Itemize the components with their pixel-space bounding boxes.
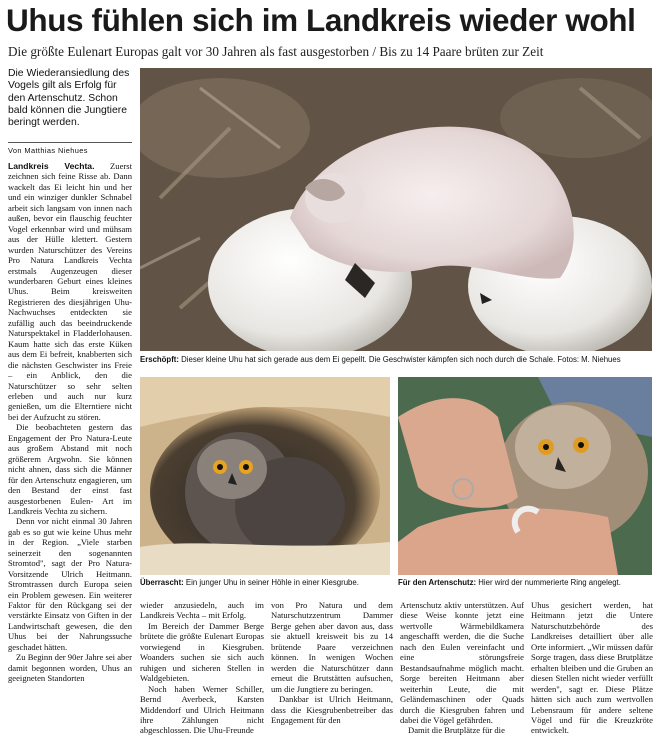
article-column-5: Uhus gesichert werden, hat Heitmann jetzt die Untere Naturschutzbehörde des Landkreises detailliert über alle Orte informiert. „Wir müssen dafür Sorge tragen, dass diese Brutplätze erhalten bleiben und die Gruben an diesen Stellen nicht wieder verfüllt werden", sagt er. Diese Plätze hätten sich auch zum wertvollen Lebensraum für andere seltene Vögel und für die Kreuzkröte entwickelt. — [531, 600, 653, 736]
article-column-4: Artenschutz aktiv unterstützen. Auf diese Weise konnte jetzt eine wertvolle Wärmebildkamera angeschafft werden, die die Suche nach den Eulen vereinfacht und eine störungsfreie Bestandsaufnahme möglich macht. Sorge bereiten Heitmann aber weiterhin Leute, die mit Geländemaschinen oder Quads durch die Kiesgruben fahren und dabei die Vögel gefährden. Damit die Brutplätze für die — [400, 600, 524, 736]
caption-right: Für den Artenschutz: Hier wird der nummerierte Ring angelegt. — [398, 578, 621, 587]
teaser: Die Wiederansiedlung des Vogels gilt als Erfolg für den Artenschutz. Schon bald können die Jungtiere beringt werden. — [8, 68, 130, 129]
article-column-3: von Pro Natura und dem Naturschutzzentrum Dammer Berge gehen aber davon aus, dass sie aktuell kreisweit bis zu 14 brütende Paare verzeichnen können. In wenigen Wochen werden die Naturschützer dann erneut die Brutstätten aufsuchen, um die Jungtiere zu beringen. Dankbar ist Ulrich Heitmann, dass die Kiesgrubenbetreiber das Engagement für den — [271, 600, 393, 725]
headline: Uhus fühlen sich im Landkreis wieder wohl — [6, 2, 636, 38]
photo-owl-in-burrow — [140, 377, 390, 575]
article-column-1: Landkreis Vechta. Zuerst zeichnen sich feine Risse ab. Dann wackelt das Ei leicht hin und her und ein winziger dunkler Schnabel arbeit sich langsam von innen nach außen, bevor ein flauschig feuchter Vogel erkennbar wird und mühsam aus der Hülle klettert. Gestern wurden Naturschützer des Vereins Pro Natura Landkreis Vechta erstmals Augenzeugen dieser wunderbaren Geburt eines kleines Uhus. Beim kreisweiten Registrieren des diesjährigen Uhu-Nachwuchses entdeckten sie zufällig auch das beeindruckende Naturspektakel in Fladderlohausen. Kaum hatte sich das erste Küken aus dem Ei befreit, knabberten sich die nächsten Geschwister ins Freie – ein Anblick, den die Naturschützer so sehr selten erleben und auch nur kurz genießen, um die Elterntiere nicht bei der Aufzucht zu stören. Die beobachteten gestern das Engagement der Pro Natura-Leute aus großem Abstand mit noch größerem Argwohn. Sie können nicht ahnen, dass sich die Männer für den Artenschutz engagieren, um den Bestand der einst fast ausgestorbenen Eulen- Art im Landkreis Vechta zu sichern. Denn vor nicht einmal 30 Jahren gab es so gut wie keine Uhus mehr in der Region. „Viele starben seinerzeit den sogenannten Stromtod", sagt der Pro Natura-Vorsitzende Ulrich Heitmann. Stromtrassen durch Europa seien ein Problem gewesen. Ein weiterer Faktor für den Rückgang sei der verstärkte Einsatz von Giften in der Landwirtschaft gewesen, die den Uhus bei der Nahrungssuche geschadet hätten. Zu Beginn der 90er Jahre sei aber damit begonnen worden, Uhus an geeigneten Standorten — [8, 161, 132, 684]
caption-left: Überrascht: Ein junger Uhu in seiner Höhle in einer Kiesgrube. — [140, 578, 359, 587]
caption-main: Erschöpft: Dieser kleine Uhu hat sich gerade aus dem Ei gepellt. Die Geschwister kämpfen sich noch durch die Schale. Fotos: M. Niehues — [140, 355, 621, 364]
author-byline: Von Matthias Niehues — [8, 142, 132, 155]
main-photo-hatching-owl — [140, 68, 652, 351]
article-column-2: wieder anzusiedeln, auch im Landkreis Vechta – mit Erfolg. Im Bereich der Dammer Berge brütete die größte Eulenart Europas vorwiegend in Kiesgruben. Woanders suchen sie sich auch ruhigen und sicheren Stellen in Waldgebieten. Noch haben Werner Schiller, Bernd Averbeck, Karsten Middendorf und Ulrich Heitmann ihre Zählungen nicht abgeschlossen. Die Uhu-Freunde — [140, 600, 264, 736]
subheadline: Die größte Eulenart Europas galt vor 30 Jahren als fast ausgestorben / Bis zu 14 Paare brüten zur Zeit — [8, 44, 544, 59]
photo-ringing-owl — [398, 377, 652, 575]
